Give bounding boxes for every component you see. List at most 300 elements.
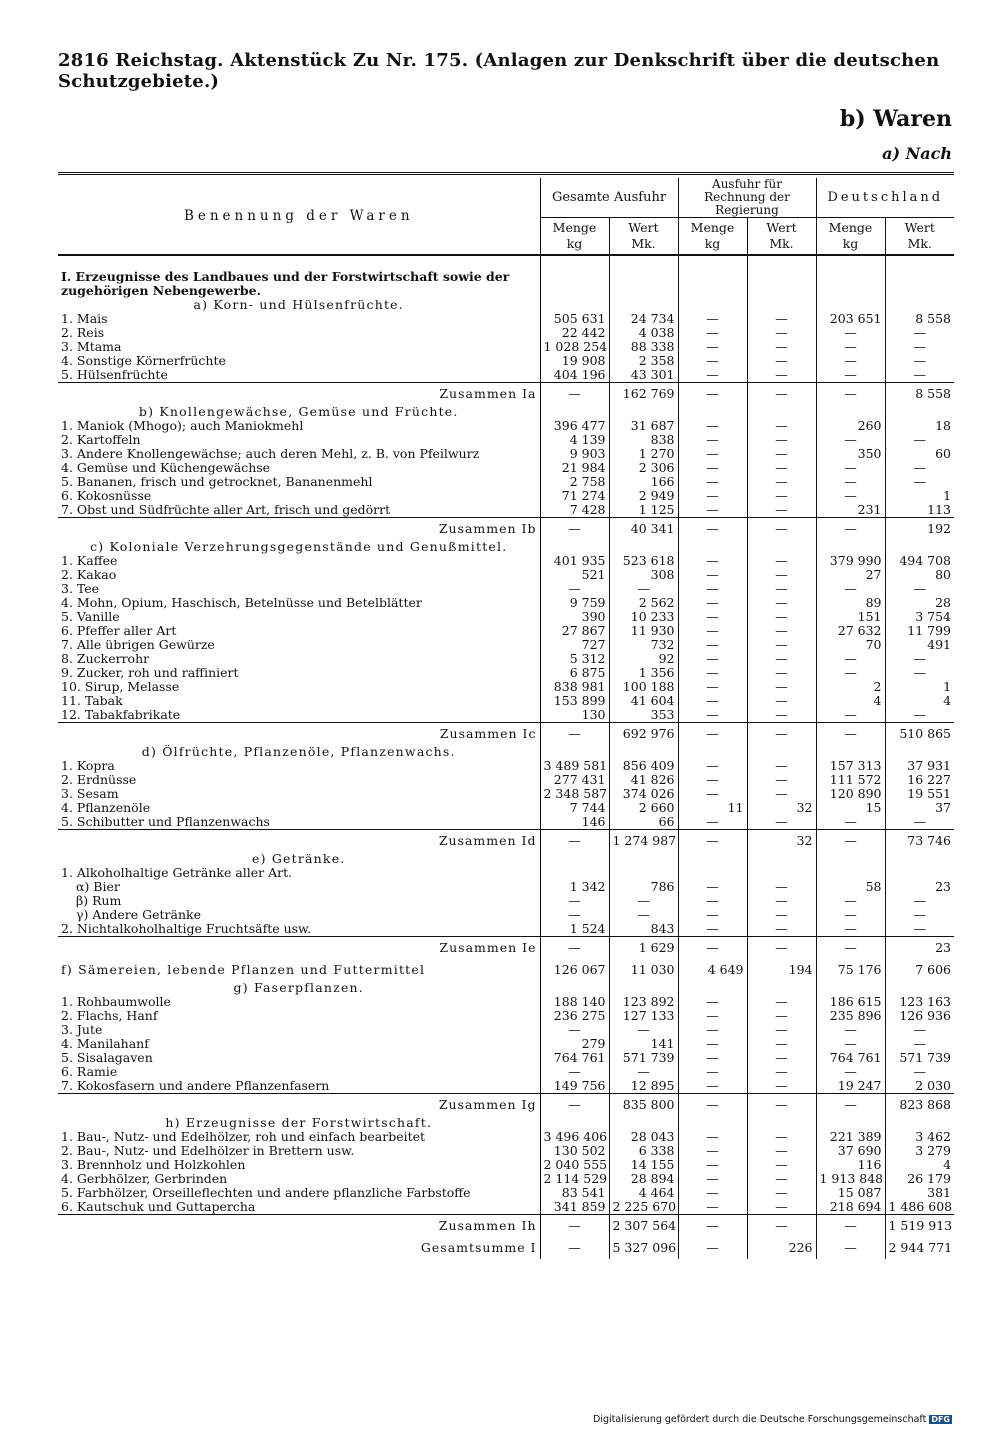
category-label: c) Koloniale Verzehrungsgegenstände und Genußmittel. xyxy=(90,540,508,554)
cell-regierung-menge: — xyxy=(678,419,747,433)
item-name: 3. Tee xyxy=(61,582,100,596)
cell-gesamt-menge: — xyxy=(540,894,609,908)
cell-regierung-menge: — xyxy=(678,666,747,680)
cell-deutschland-menge: — xyxy=(816,354,885,368)
item-name: 6. Pfeffer aller Art xyxy=(61,624,177,638)
cell-regierung-wert: — xyxy=(747,354,816,368)
cell-deutschland-menge: — xyxy=(816,1065,885,1079)
table-row xyxy=(58,815,954,830)
cell-regierung-menge: — xyxy=(678,880,747,894)
cell-regierung-menge: — xyxy=(678,610,747,624)
cell-gesamt-menge: 130 502 xyxy=(540,1144,609,1158)
cell-deutschland-menge: 235 896 xyxy=(816,1009,885,1023)
table-row xyxy=(58,680,954,694)
cell-deutschland-wert: — xyxy=(885,475,954,489)
cell-regierung-wert: — xyxy=(747,1009,816,1023)
cell-gesamt-wert: 353 xyxy=(609,708,678,723)
cell-regierung-wert: — xyxy=(747,995,816,1009)
page-header: 2816 Reichstag. Aktenstück Zu Nr. 175. (Anlagen zur Denkschrift über die deutschen Schutzgebiete.) xyxy=(58,50,940,92)
table-row xyxy=(58,787,954,801)
cell-gesamt-wert: — xyxy=(609,1065,678,1079)
col-sub-menge: Menge kg xyxy=(816,218,885,256)
cell-gesamt-wert: 43 301 xyxy=(609,368,678,383)
item-name: 3. Sesam xyxy=(61,787,119,801)
item-name: 4. Mohn, Opium, Haschisch, Betelnüsse und Betelblätter xyxy=(61,596,422,610)
cell-gesamt-menge: — xyxy=(540,1065,609,1079)
cell-gesamt-wert: 4 464 xyxy=(609,1186,678,1200)
top-rule xyxy=(58,172,954,175)
item-name: 7. Kokosfasern und andere Pflanzenfasern xyxy=(61,1079,330,1093)
cell-deutschland-wert: — xyxy=(885,815,954,830)
table-row xyxy=(58,1023,954,1037)
item-name: 2. Nichtalkoholhaltige Fruchtsäfte usw. xyxy=(61,922,312,936)
cell-deutschland-wert: 2 030 xyxy=(885,1079,954,1094)
item-name: 4. Gerbhölzer, Gerbrinden xyxy=(61,1172,228,1186)
cell-gesamt-menge: — xyxy=(540,383,609,406)
cell-deutschland-wert: 192 xyxy=(885,518,954,541)
cell-gesamt-wert: 1 274 987 xyxy=(609,830,678,853)
cell-deutschland-wert: — xyxy=(885,340,954,354)
cell-deutschland-menge: 157 313 xyxy=(816,759,885,773)
cell-regierung-wert: — xyxy=(747,1051,816,1065)
subtotal-row xyxy=(58,723,954,746)
cell-regierung-menge: — xyxy=(678,759,747,773)
cell-gesamt-wert: 523 618 xyxy=(609,554,678,568)
item-name: 8. Zuckerrohr xyxy=(61,652,150,666)
cell-deutschland-wert: 26 179 xyxy=(885,1172,954,1186)
cell-regierung-menge: — xyxy=(678,582,747,596)
cell-gesamt-wert: 692 976 xyxy=(609,723,678,746)
cell-gesamt-wert: 162 769 xyxy=(609,383,678,406)
col-sub-menge: Menge kg xyxy=(678,218,747,256)
cell-gesamt-wert: 92 xyxy=(609,652,678,666)
cell-deutschland-wert: 4 xyxy=(885,694,954,708)
table-row xyxy=(58,773,954,787)
table-row xyxy=(58,326,954,340)
cell-deutschland-wert: — xyxy=(885,708,954,723)
subgroup-row xyxy=(58,866,954,880)
cell-gesamt-menge: 21 984 xyxy=(540,461,609,475)
cell-gesamt-menge: 71 274 xyxy=(540,489,609,503)
table-row xyxy=(58,1009,954,1023)
grand-total-row xyxy=(58,1237,954,1259)
cell-deutschland-menge: 379 990 xyxy=(816,554,885,568)
table-row xyxy=(58,880,954,894)
cell-deutschland-wert: 823 868 xyxy=(885,1094,954,1117)
table-row xyxy=(58,959,954,981)
cell-regierung-wert: — xyxy=(747,461,816,475)
cell-deutschland-wert: — xyxy=(885,894,954,908)
cell-deutschland-menge: 2 xyxy=(816,680,885,694)
table-row xyxy=(58,489,954,503)
cell-gesamt-menge: 2 040 555 xyxy=(540,1158,609,1172)
cell-gesamt-wert: 88 338 xyxy=(609,340,678,354)
cell-gesamt-wert: 66 xyxy=(609,815,678,830)
cell-deutschland-menge: — xyxy=(816,908,885,922)
table-row xyxy=(58,461,954,475)
item-name: 4. Manilahanf xyxy=(61,1037,149,1051)
subtotal-row xyxy=(58,1215,954,1238)
cell-regierung-menge: — xyxy=(678,340,747,354)
item-name: 5. Vanille xyxy=(61,610,120,624)
cell-deutschland-wert: 1 519 913 xyxy=(885,1215,954,1238)
category-label: h) Erzeugnisse der Forstwirtschaft. xyxy=(165,1116,433,1130)
table-row xyxy=(58,922,954,937)
cell-regierung-wert: — xyxy=(747,582,816,596)
cell-deutschland-menge: — xyxy=(816,830,885,853)
cell-regierung-wert: — xyxy=(747,1172,816,1186)
table-row xyxy=(58,894,954,908)
cell-gesamt-wert: 1 629 xyxy=(609,937,678,960)
subtotal-row xyxy=(58,383,954,406)
cell-regierung-wert: — xyxy=(747,894,816,908)
cell-deutschland-wert: 2 944 771 xyxy=(885,1237,954,1259)
cell-gesamt-wert: 123 892 xyxy=(609,995,678,1009)
item-name: 5. Farbhölzer, Orseilleflechten und andere pflanzliche Farbstoffe xyxy=(61,1186,471,1200)
cell-deutschland-menge: — xyxy=(816,1215,885,1238)
cell-regierung-menge: — xyxy=(678,312,747,326)
table-row xyxy=(58,475,954,489)
item-name: 4. Gemüse und Küchengewächse xyxy=(61,461,271,475)
category-row xyxy=(58,405,954,419)
cell-deutschland-wert: 18 xyxy=(885,419,954,433)
cell-gesamt-wert: 41 826 xyxy=(609,773,678,787)
item-name: 6. Kautschuk und Guttapercha xyxy=(61,1200,256,1214)
item-name: 11. Tabak xyxy=(61,694,123,708)
cell-gesamt-menge: 19 908 xyxy=(540,354,609,368)
cell-regierung-menge: — xyxy=(678,1215,747,1238)
cell-gesamt-menge: 7 428 xyxy=(540,503,609,518)
cell-deutschland-wert: — xyxy=(885,1065,954,1079)
cell-deutschland-wert: 1 xyxy=(885,680,954,694)
table-row xyxy=(58,368,954,383)
cell-gesamt-menge: 727 xyxy=(540,638,609,652)
cell-regierung-wert: — xyxy=(747,1065,816,1079)
subtotal-row xyxy=(58,1094,954,1117)
table-row xyxy=(58,759,954,773)
cell-regierung-wert: — xyxy=(747,475,816,489)
cell-gesamt-wert: 1 125 xyxy=(609,503,678,518)
cell-deutschland-menge: 37 690 xyxy=(816,1144,885,1158)
cell-deutschland-menge: 15 087 xyxy=(816,1186,885,1200)
category-label: b) Knollengewächse, Gemüse und Früchte. xyxy=(138,405,459,419)
cell-gesamt-wert: 2 562 xyxy=(609,596,678,610)
cell-deutschland-wert: — xyxy=(885,433,954,447)
cell-gesamt-menge: — xyxy=(540,582,609,596)
cell-deutschland-menge: — xyxy=(816,666,885,680)
cell-gesamt-wert: 843 xyxy=(609,922,678,937)
cell-gesamt-menge: 521 xyxy=(540,568,609,582)
table-row xyxy=(58,801,954,815)
cell-deutschland-menge: — xyxy=(816,383,885,406)
table-row xyxy=(58,433,954,447)
cell-regierung-wert: — xyxy=(747,568,816,582)
cell-regierung-menge: — xyxy=(678,383,747,406)
cell-regierung-menge: — xyxy=(678,554,747,568)
cell-gesamt-wert: 12 895 xyxy=(609,1079,678,1094)
cell-regierung-menge: — xyxy=(678,518,747,541)
section-title: b) Waren xyxy=(839,106,952,132)
cell-deutschland-wert: — xyxy=(885,1037,954,1051)
cell-regierung-wert: — xyxy=(747,419,816,433)
cell-deutschland-menge: 151 xyxy=(816,610,885,624)
cell-regierung-menge: — xyxy=(678,830,747,853)
table-row xyxy=(58,666,954,680)
cell-deutschland-menge: — xyxy=(816,518,885,541)
table-row xyxy=(58,340,954,354)
category-row xyxy=(58,1116,954,1130)
footer xyxy=(593,1414,952,1425)
cell-regierung-menge: — xyxy=(678,787,747,801)
cell-gesamt-wert: 28 043 xyxy=(609,1130,678,1144)
cell-deutschland-wert: 1 486 608 xyxy=(885,1200,954,1215)
item-name: 1. Mais xyxy=(61,312,108,326)
cell-deutschland-wert: 37 931 xyxy=(885,759,954,773)
cell-gesamt-wert: 856 409 xyxy=(609,759,678,773)
cell-gesamt-menge: 153 899 xyxy=(540,694,609,708)
cell-gesamt-menge: 2 758 xyxy=(540,475,609,489)
cell-regierung-wert: — xyxy=(747,326,816,340)
cell-regierung-wert: — xyxy=(747,759,816,773)
cell-deutschland-wert: 60 xyxy=(885,447,954,461)
cell-deutschland-wert: 23 xyxy=(885,937,954,960)
cell-regierung-wert: — xyxy=(747,1144,816,1158)
cell-gesamt-menge: 130 xyxy=(540,708,609,723)
cell-deutschland-menge: — xyxy=(816,368,885,383)
col-sub-menge: Menge kg xyxy=(540,218,609,256)
cell-regierung-wert: — xyxy=(747,554,816,568)
cell-gesamt-wert: 166 xyxy=(609,475,678,489)
cell-regierung-menge: — xyxy=(678,433,747,447)
section-heading-row xyxy=(58,270,954,298)
cell-regierung-wert: — xyxy=(747,1023,816,1037)
cell-regierung-wert: — xyxy=(747,937,816,960)
cell-gesamt-wert: — xyxy=(609,894,678,908)
cell-deutschland-menge: 27 632 xyxy=(816,624,885,638)
footer-text: Digitalisierung gefördert durch die Deutsche Forschungsgemeinschaft xyxy=(593,1414,927,1425)
table-row xyxy=(58,1158,954,1172)
cell-gesamt-wert: 11 930 xyxy=(609,624,678,638)
cell-deutschland-wert: 73 746 xyxy=(885,830,954,853)
item-name: 2. Kakao xyxy=(61,568,117,582)
cell-deutschland-wert: 3 279 xyxy=(885,1144,954,1158)
table-row xyxy=(58,354,954,368)
cell-regierung-menge: — xyxy=(678,1065,747,1079)
cell-regierung-menge: — xyxy=(678,1079,747,1094)
category-row xyxy=(58,298,954,312)
cell-gesamt-wert: 2 660 xyxy=(609,801,678,815)
subtotal-label: Zusammen Ig xyxy=(438,1097,537,1112)
table-row xyxy=(58,1172,954,1186)
cell-regierung-wert: — xyxy=(747,610,816,624)
item-name: 7. Alle übrigen Gewürze xyxy=(61,638,215,652)
cell-gesamt-menge: 149 756 xyxy=(540,1079,609,1094)
cell-gesamt-menge: — xyxy=(540,518,609,541)
subtotal-label: Zusammen Ie xyxy=(439,940,537,955)
cell-deutschland-wert: — xyxy=(885,354,954,368)
cell-gesamt-menge: — xyxy=(540,830,609,853)
cell-gesamt-menge: — xyxy=(540,1215,609,1238)
item-name: 12. Tabakfabrikate xyxy=(61,708,181,722)
cell-regierung-menge: — xyxy=(678,694,747,708)
cell-regierung-menge: — xyxy=(678,1023,747,1037)
cell-gesamt-wert: 1 270 xyxy=(609,447,678,461)
cell-deutschland-wert: 28 xyxy=(885,596,954,610)
cell-regierung-wert: — xyxy=(747,1130,816,1144)
table-row xyxy=(58,1079,954,1094)
item-name: 2. Bau-, Nutz- und Edelhölzer in Brettern usw. xyxy=(61,1144,355,1158)
item-name: 10. Sirup, Melasse xyxy=(61,680,180,694)
cell-regierung-wert: — xyxy=(747,666,816,680)
cell-regierung-menge: — xyxy=(678,624,747,638)
table-row xyxy=(58,638,954,652)
cell-deutschland-wert: — xyxy=(885,922,954,937)
spacer-row xyxy=(58,255,954,270)
cell-regierung-menge: — xyxy=(678,596,747,610)
cell-deutschland-menge: 120 890 xyxy=(816,787,885,801)
cell-regierung-menge: — xyxy=(678,1051,747,1065)
cell-deutschland-menge: — xyxy=(816,461,885,475)
cell-gesamt-menge: 9 903 xyxy=(540,447,609,461)
cell-regierung-menge: — xyxy=(678,894,747,908)
cell-deutschland-wert: — xyxy=(885,908,954,922)
cell-regierung-wert: — xyxy=(747,433,816,447)
cell-regierung-wert: — xyxy=(747,1037,816,1051)
cell-regierung-wert: — xyxy=(747,652,816,666)
cell-deutschland-wert: 37 xyxy=(885,801,954,815)
category-label: d) Ölfrüchte, Pflanzenöle, Pflanzenwachs. xyxy=(141,745,456,759)
cell-gesamt-wert: 6 338 xyxy=(609,1144,678,1158)
cell-regierung-menge: — xyxy=(678,1237,747,1259)
subtotal-label: Zusammen Ih xyxy=(438,1218,537,1233)
cell-deutschland-wert: 23 xyxy=(885,880,954,894)
cell-gesamt-menge: 390 xyxy=(540,610,609,624)
cell-regierung-wert: — xyxy=(747,680,816,694)
cell-gesamt-menge: — xyxy=(540,908,609,922)
table-row xyxy=(58,708,954,723)
item-name: 5. Bananen, frisch und getrocknet, Bananenmehl xyxy=(61,475,373,489)
cell-gesamt-wert: 5 327 096 xyxy=(609,1237,678,1259)
item-name: 1. Maniok (Mhogo); auch Maniokmehl xyxy=(61,419,304,433)
category-row xyxy=(58,852,954,866)
cell-deutschland-menge: 231 xyxy=(816,503,885,518)
item-name: 2. Flachs, Hanf xyxy=(61,1009,158,1023)
cell-gesamt-menge: 401 935 xyxy=(540,554,609,568)
cell-deutschland-wert: 19 551 xyxy=(885,787,954,801)
cell-regierung-wert: — xyxy=(747,1094,816,1117)
cell-deutschland-wert: 113 xyxy=(885,503,954,518)
cell-deutschland-menge: 19 247 xyxy=(816,1079,885,1094)
cell-regierung-menge: — xyxy=(678,652,747,666)
table-row xyxy=(58,1130,954,1144)
cell-regierung-menge: — xyxy=(678,503,747,518)
item-name: 4. Sonstige Körnerfrüchte xyxy=(61,354,226,368)
item-name: 7. Obst und Südfrüchte aller Art, frisch und gedörrt xyxy=(61,503,391,517)
cell-deutschland-menge: 186 615 xyxy=(816,995,885,1009)
cell-deutschland-wert: 4 xyxy=(885,1158,954,1172)
col-header-regierung: Ausfuhr für Rechnung der Regierung xyxy=(678,178,816,218)
subtotal-row xyxy=(58,830,954,853)
cell-gesamt-menge: 396 477 xyxy=(540,419,609,433)
cell-regierung-wert: — xyxy=(747,1215,816,1238)
cell-regierung-menge: — xyxy=(678,1186,747,1200)
table-row xyxy=(58,652,954,666)
cell-gesamt-wert: 2 949 xyxy=(609,489,678,503)
table-row xyxy=(58,610,954,624)
cell-gesamt-wert: 308 xyxy=(609,568,678,582)
cell-deutschland-menge: — xyxy=(816,815,885,830)
cell-deutschland-menge: 1 913 848 xyxy=(816,1172,885,1186)
goods-export-table xyxy=(58,178,954,1259)
col-header-gesamt: Gesamte Ausfuhr xyxy=(540,178,678,218)
table-row xyxy=(58,1051,954,1065)
cell-regierung-menge: — xyxy=(678,368,747,383)
cell-deutschland-menge: — xyxy=(816,1037,885,1051)
cell-gesamt-menge: 341 859 xyxy=(540,1200,609,1215)
cell-gesamt-menge: 279 xyxy=(540,1037,609,1051)
item-name: 2. Kartoffeln xyxy=(61,433,141,447)
cell-deutschland-menge: 111 572 xyxy=(816,773,885,787)
cell-gesamt-menge: 4 139 xyxy=(540,433,609,447)
cell-deutschland-wert: — xyxy=(885,1023,954,1037)
cell-deutschland-wert: 8 558 xyxy=(885,383,954,406)
table-row xyxy=(58,1186,954,1200)
item-name: β) Rum xyxy=(76,894,122,908)
cell-deutschland-menge: 89 xyxy=(816,596,885,610)
cell-deutschland-wert: 7 606 xyxy=(885,959,954,981)
cell-deutschland-wert: 3 754 xyxy=(885,610,954,624)
item-name: 2. Reis xyxy=(61,326,105,340)
item-name: 3. Andere Knollengewächse; auch deren Mehl, z. B. von Pfeilwurz xyxy=(61,447,480,461)
cell-deutschland-menge: — xyxy=(816,340,885,354)
table-row xyxy=(58,582,954,596)
subtotal-row xyxy=(58,937,954,960)
cell-deutschland-menge: — xyxy=(816,1023,885,1037)
cell-regierung-menge: — xyxy=(678,461,747,475)
cell-regierung-wert: — xyxy=(747,518,816,541)
cell-gesamt-menge: 9 759 xyxy=(540,596,609,610)
table-row xyxy=(58,596,954,610)
category-label: e) Getränke. xyxy=(252,852,346,866)
cell-gesamt-wert: 835 800 xyxy=(609,1094,678,1117)
cell-gesamt-wert: 24 734 xyxy=(609,312,678,326)
cell-gesamt-wert: 2 225 670 xyxy=(609,1200,678,1215)
item-name: 1. Kaffee xyxy=(61,554,118,568)
cell-gesamt-menge: 27 867 xyxy=(540,624,609,638)
item-name: 1. Bau-, Nutz- und Edelhölzer, roh und einfach bearbeitet xyxy=(61,1130,426,1144)
cell-gesamt-menge: — xyxy=(540,1023,609,1037)
cell-gesamt-menge: 5 312 xyxy=(540,652,609,666)
col-header-deutschland: Deutschland xyxy=(816,178,954,218)
cell-deutschland-menge: — xyxy=(816,723,885,746)
cell-deutschland-wert: — xyxy=(885,652,954,666)
cell-gesamt-menge: 2 114 529 xyxy=(540,1172,609,1186)
cell-regierung-menge: — xyxy=(678,723,747,746)
cell-regierung-menge: — xyxy=(678,1158,747,1172)
cell-regierung-menge: — xyxy=(678,1144,747,1158)
cell-gesamt-menge: 22 442 xyxy=(540,326,609,340)
cell-regierung-wert: — xyxy=(747,708,816,723)
cell-regierung-wert: — xyxy=(747,312,816,326)
table-row xyxy=(58,1200,954,1215)
cell-gesamt-wert: 2 306 xyxy=(609,461,678,475)
cell-gesamt-wert: 4 038 xyxy=(609,326,678,340)
cell-regierung-wert: — xyxy=(747,383,816,406)
subtotal-label: Zusammen Ib xyxy=(438,521,537,536)
cell-regierung-menge: — xyxy=(678,680,747,694)
cell-gesamt-wert: 732 xyxy=(609,638,678,652)
cell-gesamt-wert: 2 307 564 xyxy=(609,1215,678,1238)
